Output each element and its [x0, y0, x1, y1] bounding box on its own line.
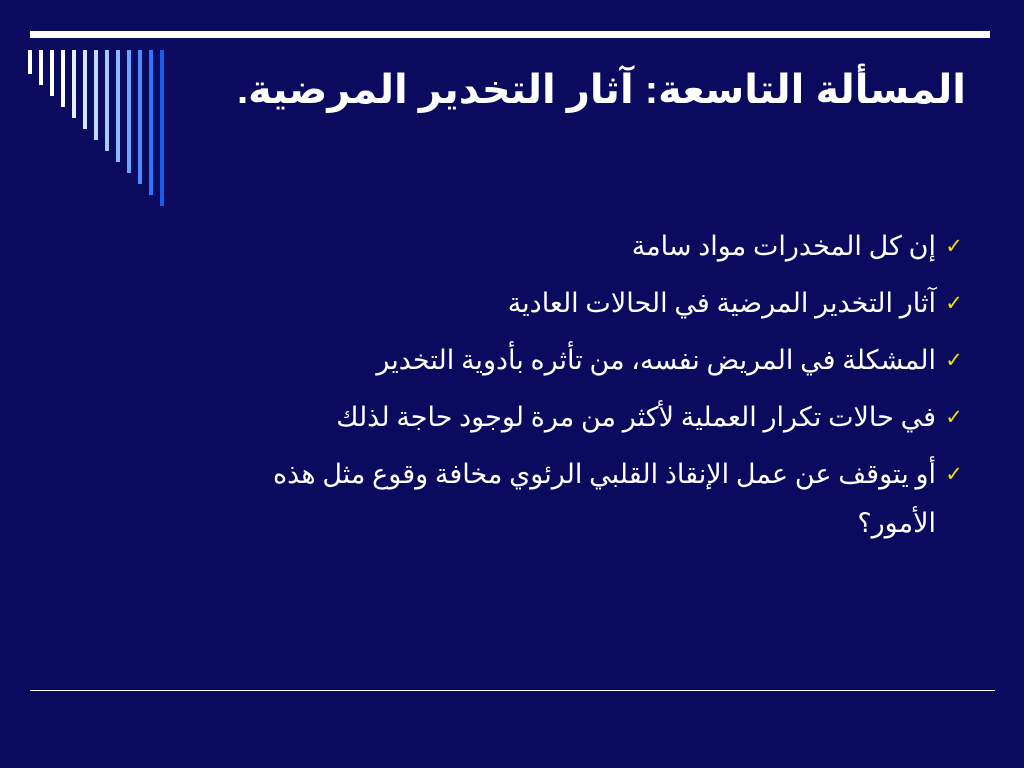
bullet-text: المشكلة في المريض نفسه، من تأثره بأدوية التخدير	[376, 345, 936, 375]
decorative-stripe	[127, 50, 131, 173]
top-divider	[30, 31, 990, 38]
bullet-item	[206, 450, 966, 548]
check-mark-icon: ✓	[945, 348, 963, 372]
decorative-stripe	[83, 50, 87, 129]
bullet-text: أو يتوقف عن عمل الإنقاذ القلبي الرئوي مخافة وقوع مثل هذه الأمور؟	[273, 459, 936, 538]
decorative-stripe	[39, 50, 43, 85]
bottom-divider	[30, 690, 995, 691]
bullet-text: في حالات تكرار العملية لأكثر من مرة لوجود حاجة لذلك	[336, 402, 936, 432]
decorative-stripe	[61, 50, 65, 107]
bullet-item	[206, 222, 966, 271]
decorative-stripe	[105, 50, 109, 151]
bullet-item	[206, 393, 966, 442]
decorative-stripe	[138, 50, 142, 184]
decorative-stripe	[50, 50, 54, 96]
decorative-stripe	[160, 50, 164, 206]
decorative-stripe	[94, 50, 98, 140]
decorative-stripe	[72, 50, 76, 118]
decorative-stripes	[28, 50, 168, 210]
check-mark-icon: ✓	[945, 234, 963, 258]
decorative-stripe	[116, 50, 120, 162]
bullet-item	[206, 336, 966, 385]
decorative-stripe	[28, 50, 32, 74]
slide-title: المسألة التاسعة: آثار التخدير المرضية.	[236, 68, 966, 112]
bullet-item	[206, 279, 966, 328]
bullet-list	[206, 222, 966, 556]
check-mark-icon: ✓	[945, 291, 963, 315]
decorative-stripe	[149, 50, 153, 195]
check-mark-icon: ✓	[945, 405, 963, 429]
check-mark-icon: ✓	[945, 462, 963, 486]
bullet-text: آثار التخدير المرضية في الحالات العادية	[507, 288, 936, 318]
bullet-text: إن كل المخدرات مواد سامة	[631, 231, 936, 261]
